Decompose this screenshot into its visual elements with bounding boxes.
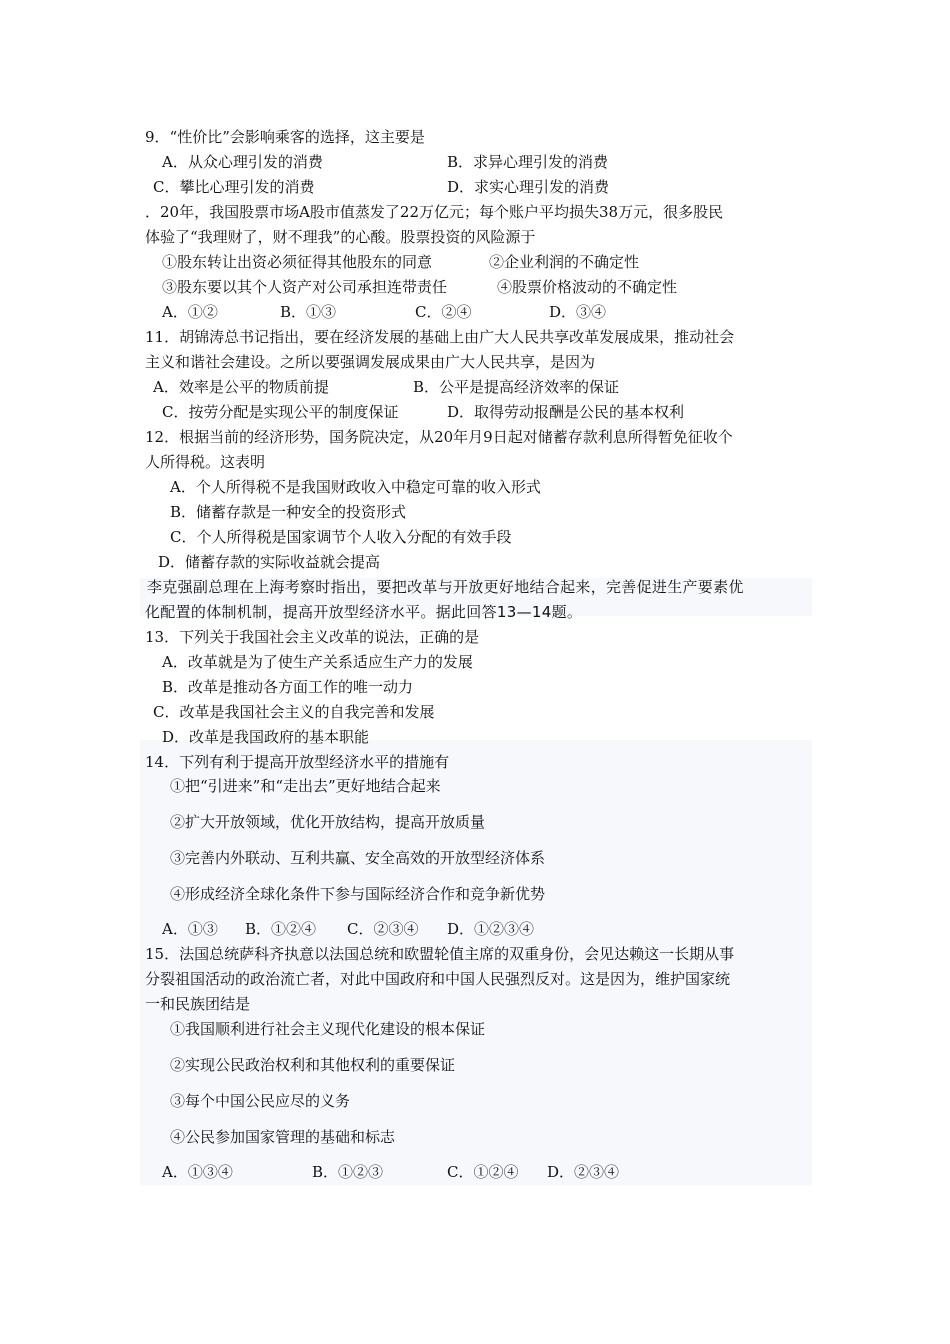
- q9-option-a: A．从众心理引发的消费: [162, 153, 323, 171]
- q9-option-c: C．攀比心理引发的消费: [153, 178, 315, 196]
- q12-option-b: B．储蓄存款是一种安全的投资形式: [170, 503, 407, 521]
- q15-statement-3: ③每个中国公民应尽的义务: [170, 1092, 351, 1110]
- q11-option-b: B．公平是提高经济效率的保证: [413, 378, 620, 396]
- q14-option-d: D．①②③④: [447, 920, 535, 938]
- q10-statement-4: ④股票价格波动的不确定性: [497, 278, 678, 296]
- q13-option-b: B．改革是推动各方面工作的唯一动力: [162, 678, 414, 696]
- q10-statement-1: ①股东转让出资必须征得其他股东的同意: [162, 253, 433, 271]
- q12-option-c: C．个人所得税是国家调节个人收入分配的有效手段: [170, 528, 512, 546]
- q11-option-d: D．取得劳动报酬是公民的基本权利: [447, 403, 685, 421]
- q12-stem-line1: 12．根据当前的经济形势，国务院决定，从20年月9日起对储蓄存款利息所得暂免征收个: [145, 428, 733, 446]
- q15-option-b: B．①②③: [312, 1163, 384, 1181]
- material-line1: 李克强副总理在上海考察时指出，要把改革与开放更好地结合起来，完善促进生产要素优: [147, 578, 744, 596]
- q13-option-a: A．改革就是为了使生产关系适应生产力的发展: [162, 653, 473, 671]
- q12-option-a: A．个人所得税不是我国财政收入中稳定可靠的收入形式: [170, 478, 541, 496]
- q10-stem-line1: ．20年，我国股票市场A股市值蒸发了22万亿元；每个账户平均损失38万元，很多股民: [145, 203, 724, 221]
- material-line2: 化配置的体制机制，提高开放型经济水平。据此回答13—14题。: [145, 603, 583, 621]
- q15-option-a: A．①③④: [162, 1163, 233, 1181]
- q14-statement-1: ①把“引进来”和“走出去”更好地结合起来: [170, 777, 441, 795]
- q15-option-c: C．①②④: [447, 1163, 519, 1181]
- q15-stem-line1: 15．法国总统萨科齐执意以法国总统和欧盟轮值主席的双重身份，会见达赖这一长期从事: [145, 945, 735, 963]
- q11-stem-line1: 11．胡锦涛总书记指出，要在经济发展的基础上由广大人民共享改革发展成果，推动社会: [145, 328, 735, 346]
- q14-statement-3: ③完善内外联动、互利共赢、安全高效的开放型经济体系: [170, 849, 546, 867]
- q13-option-c: C．改革是我国社会主义的自我完善和发展: [153, 703, 435, 721]
- q9-option-d: D．求实心理引发的消费: [447, 178, 610, 196]
- q10-statement-3: ③股东要以其个人资产对公司承担连带责任: [162, 278, 448, 296]
- q10-option-b: B．①③: [280, 303, 337, 321]
- q11-option-a: A．效率是公平的物质前提: [153, 378, 329, 396]
- q10-statement-2: ②企业利润的不确定性: [489, 253, 640, 271]
- q11-option-c: C．按劳分配是实现公平的制度保证: [162, 403, 399, 421]
- q15-stem-line2: 分裂祖国活动的政治流亡者，对此中国政府和中国人民强烈反对。这是因为，维护国家统: [145, 970, 731, 988]
- q10-option-c: C．②④: [415, 303, 472, 321]
- q15-stem-line3: 一和民族团结是: [145, 995, 251, 1013]
- q15-statement-4: ④公民参加国家管理的基础和标志: [170, 1128, 396, 1146]
- q11-stem-line2: 主义和谐社会建设。之所以要强调发展成果由广大人民共享，是因为: [145, 353, 596, 371]
- q10-option-a: A．①②: [162, 303, 218, 321]
- q12-option-d: D．储蓄存款的实际收益就会提高: [158, 553, 381, 571]
- q14-stem: 14．下列有利于提高开放型经济水平的措施有: [145, 753, 450, 771]
- q15-statement-2: ②实现公民政治权利和其他权利的重要保证: [170, 1056, 456, 1074]
- q14-option-c: C．②③④: [347, 920, 419, 938]
- q14-statement-4: ④形成经济全球化条件下参与国际经济合作和竞争新优势: [170, 885, 546, 903]
- q13-stem: 13．下列关于我国社会主义改革的说法，正确的是: [145, 628, 480, 646]
- q15-option-d: D．②③④: [547, 1163, 620, 1181]
- q13-option-d: D．改革是我国政府的基本职能: [162, 728, 370, 746]
- q14-option-a: A．①③: [162, 920, 218, 938]
- q9-option-b: B．求异心理引发的消费: [447, 153, 609, 171]
- q12-stem-line2: 人所得税。这表明: [145, 453, 266, 471]
- q14-statement-2: ②扩大开放领域，优化开放结构，提高开放质量: [170, 813, 486, 831]
- q15-statement-1: ①我国顺利进行社会主义现代化建设的根本保证: [170, 1020, 486, 1038]
- q14-option-b: B．①②④: [245, 920, 317, 938]
- q9-stem: 9．“性价比”会影响乘客的选择，这主要是: [145, 128, 425, 146]
- q10-stem-line2: 体验了“我理财了，财不理我”的心酸。股票投资的风险源于: [145, 228, 536, 246]
- q10-option-d: D．③④: [549, 303, 607, 321]
